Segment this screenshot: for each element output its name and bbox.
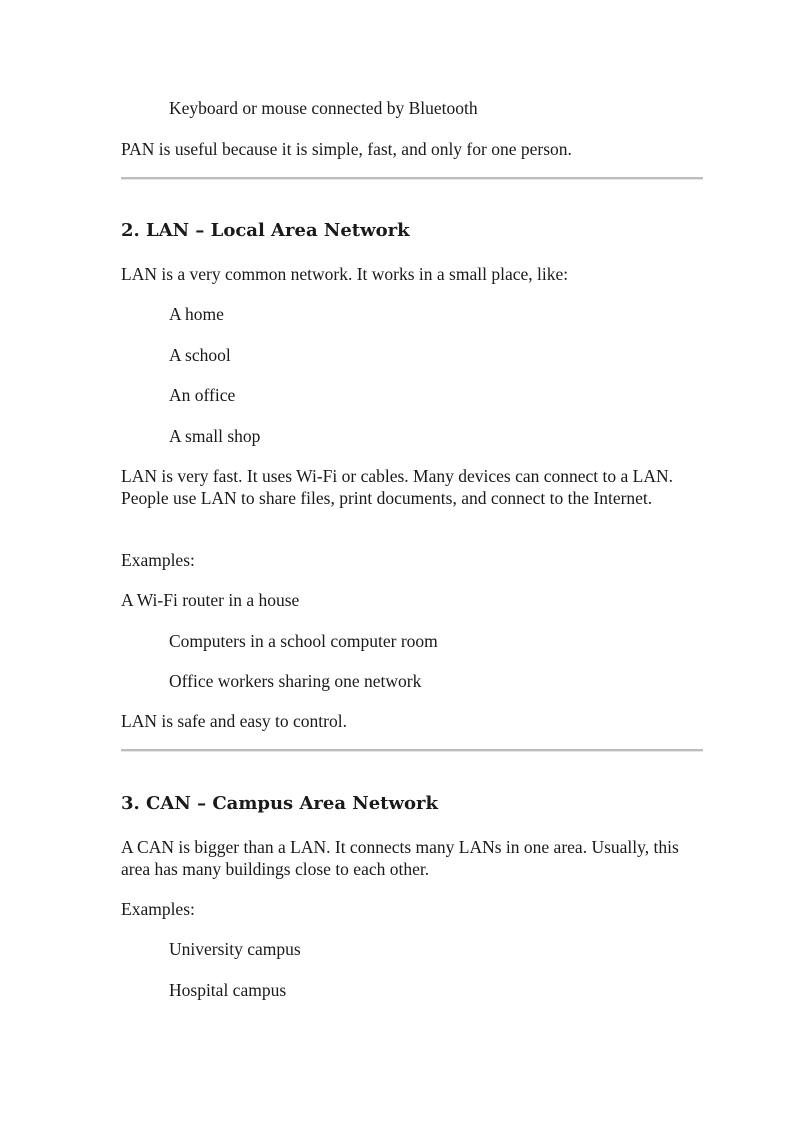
can-example-item: University campus <box>169 939 301 959</box>
lan-description: LAN is very fast. It uses Wi-Fi or cables. Many devices can connect to a LAN. People use LAN to share files, print documents, and connect to the Internet. <box>121 466 674 508</box>
lan-place-item: An office <box>169 385 236 405</box>
pan-list-item: Keyboard or mouse connected by Bluetooth <box>169 98 478 118</box>
lan-place-item: A school <box>169 345 231 365</box>
lan-example-item: Office workers sharing one network <box>169 671 422 691</box>
lan-summary: LAN is safe and easy to control. <box>121 711 347 731</box>
pan-summary: PAN is useful because it is simple, fast, and only for one person. <box>121 139 572 159</box>
can-heading: 3. CAN – Campus Area Network <box>121 793 438 814</box>
lan-place-item: A small shop <box>169 426 261 446</box>
can-example-item: Hospital campus <box>169 980 287 1000</box>
lan-intro: LAN is a very common network. It works in a small place, like: <box>121 264 569 284</box>
can-examples-label: Examples: <box>121 899 195 919</box>
section-divider <box>121 177 703 180</box>
lan-heading: 2. LAN – Local Area Network <box>121 220 410 241</box>
lan-examples-label: Examples: <box>121 550 195 570</box>
lan-place-item: A home <box>169 304 224 324</box>
lan-example-item: A Wi-Fi router in a house <box>121 590 300 610</box>
section-divider <box>121 749 703 752</box>
lan-example-item: Computers in a school computer room <box>169 631 438 651</box>
can-description: A CAN is bigger than a LAN. It connects many LANs in one area. Usually, this area has many buildings close to each other. <box>121 837 679 879</box>
